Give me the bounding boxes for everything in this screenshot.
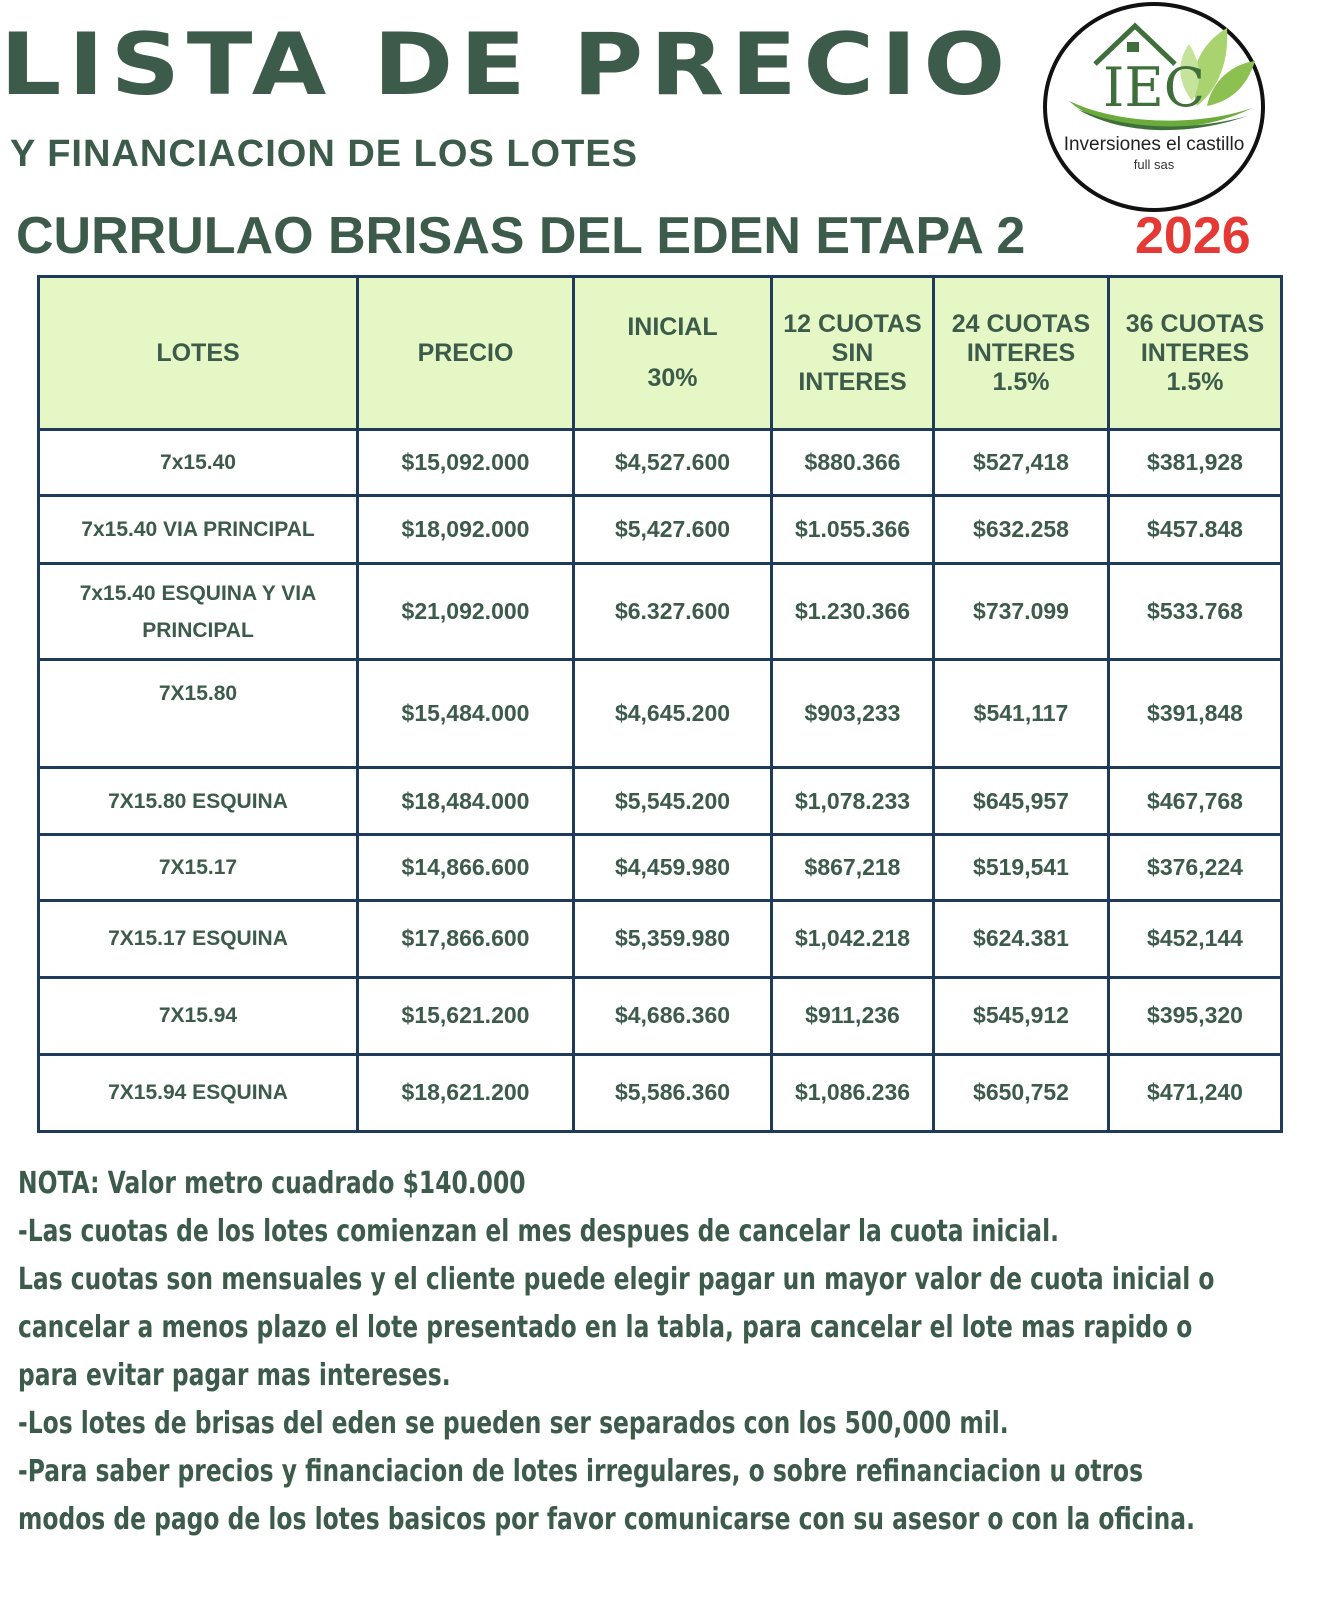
price-cell: $880.366 <box>772 430 934 496</box>
column-header-precio: PRECIO <box>358 277 574 430</box>
note-line: -Para saber precios y financiacion de lotes irregulares, o sobre refinanciacion u otros <box>18 1454 1144 1489</box>
company-logo <box>1043 2 1265 212</box>
table-row <box>39 977 1282 1054</box>
logo-monogram: IEC <box>1103 56 1206 119</box>
lot-size-cell: 7x15.40 ESQUINA Y VIA PRINCIPAL <box>39 564 358 660</box>
price-cell: $1,086.236 <box>772 1054 934 1131</box>
price-cell: $391,848 <box>1109 660 1282 768</box>
price-cell: $15,092.000 <box>358 430 574 496</box>
price-cell: $533.768 <box>1109 564 1282 660</box>
price-table <box>37 275 1283 1133</box>
lot-size-cell: 7X15.94 <box>39 977 358 1054</box>
price-cell: $5,586.360 <box>574 1054 772 1131</box>
lot-size-cell: 7X15.80 ESQUINA <box>39 768 358 834</box>
price-cell: $376,224 <box>1109 834 1282 900</box>
column-header-12-cuotas: 12 CUOTAS SIN INTERES <box>772 277 934 430</box>
price-cell: $18,621.200 <box>358 1054 574 1131</box>
price-cell: $17,866.600 <box>358 900 574 977</box>
column-header-lotes: LOTES <box>39 277 358 430</box>
price-cell: $18,092.000 <box>358 496 574 564</box>
price-cell: $545,912 <box>934 977 1109 1054</box>
table-row <box>39 768 1282 834</box>
price-cell: $15,621.200 <box>358 977 574 1054</box>
price-cell: $4,686.360 <box>574 977 772 1054</box>
column-header-inicial: INICIAL 30% <box>574 277 772 430</box>
price-cell: $737.099 <box>934 564 1109 660</box>
logo-company-suffix: full sas <box>1133 157 1175 172</box>
table-row <box>39 900 1282 977</box>
note-line: -Las cuotas de los lotes comienzan el mes despues de cancelar la cuota inicial. <box>18 1214 1059 1249</box>
price-cell: $6.327.600 <box>574 564 772 660</box>
project-name: CURRULAO BRISAS DEL EDEN ETAPA 2 <box>16 207 1026 265</box>
table-row <box>39 564 1282 660</box>
price-cell: $4,645.200 <box>574 660 772 768</box>
lot-size-cell: 7x15.40 <box>39 430 358 496</box>
price-cell: $21,092.000 <box>358 564 574 660</box>
lot-size-cell: 7x15.40 VIA PRINCIPAL <box>39 496 358 564</box>
price-cell: $457.848 <box>1109 496 1282 564</box>
year-label: 2026 <box>1135 207 1251 265</box>
price-cell: $1,078.233 <box>772 768 934 834</box>
price-cell: $381,928 <box>1109 430 1282 496</box>
price-cell: $395,320 <box>1109 977 1282 1054</box>
price-cell: $5,359.980 <box>574 900 772 977</box>
lot-size-cell: 7X15.94 ESQUINA <box>39 1054 358 1131</box>
price-cell: $18,484.000 <box>358 768 574 834</box>
price-cell: $632.258 <box>934 496 1109 564</box>
table-row <box>39 660 1282 768</box>
price-cell: $911,236 <box>772 977 934 1054</box>
price-cell: $452,144 <box>1109 900 1282 977</box>
price-cell: $527,418 <box>934 430 1109 496</box>
price-cell: $471,240 <box>1109 1054 1282 1131</box>
table-row <box>39 1054 1282 1131</box>
table-body <box>39 430 1282 1132</box>
price-cell: $867,218 <box>772 834 934 900</box>
logo-emblem-icon <box>1047 6 1261 208</box>
price-cell: $650,752 <box>934 1054 1109 1131</box>
price-cell: $903,233 <box>772 660 934 768</box>
page-subtitle: Y FINANCIACION DE LOS LOTES <box>10 133 639 175</box>
price-cell: $5,545.200 <box>574 768 772 834</box>
column-header-24-cuotas: 24 CUOTAS INTERES 1.5% <box>934 277 1109 430</box>
logo-company-name: Inversiones el castillo <box>1063 134 1245 155</box>
notes-section <box>18 1160 1215 1544</box>
price-cell: $15,484.000 <box>358 660 574 768</box>
page-title: LISTA DE PRECIO <box>0 15 1012 115</box>
column-header-36-cuotas: 36 CUOTAS INTERES 1.5% <box>1109 277 1282 430</box>
lot-size-cell: 7X15.17 ESQUINA <box>39 900 358 977</box>
price-cell: $519,541 <box>934 834 1109 900</box>
price-cell: $624.381 <box>934 900 1109 977</box>
note-line: cancelar a menos plazo el lote presentado en la tabla, para cancelar el lote mas rapido o <box>18 1310 1193 1345</box>
note-line: modos de pago de los lotes basicos por favor comunicarse con su asesor o con la oficina. <box>18 1502 1195 1537</box>
price-cell: $467,768 <box>1109 768 1282 834</box>
note-line: para evitar pagar mas intereses. <box>18 1358 451 1393</box>
price-cell: $5,427.600 <box>574 496 772 564</box>
lot-size-cell: 7X15.17 <box>39 834 358 900</box>
table-row <box>39 496 1282 564</box>
table-row <box>39 430 1282 496</box>
price-cell: $1.230.366 <box>772 564 934 660</box>
table-row <box>39 834 1282 900</box>
lot-size-cell: 7X15.80 <box>39 660 358 768</box>
price-cell: $541,117 <box>934 660 1109 768</box>
note-line: -Los lotes de brisas del eden se pueden ser separados con los 500,000 mil. <box>18 1406 1009 1441</box>
price-cell: $1.055.366 <box>772 496 934 564</box>
price-cell: $14,866.600 <box>358 834 574 900</box>
note-line: NOTA: Valor metro cuadrado $140.000 <box>18 1166 526 1201</box>
price-cell: $645,957 <box>934 768 1109 834</box>
price-cell: $1,042.218 <box>772 900 934 977</box>
table-header-row <box>39 277 1282 430</box>
price-cell: $4,527.600 <box>574 430 772 496</box>
note-line: Las cuotas son mensuales y el cliente puede elegir pagar un mayor valor de cuota inicial o <box>18 1262 1215 1297</box>
price-cell: $4,459.980 <box>574 834 772 900</box>
